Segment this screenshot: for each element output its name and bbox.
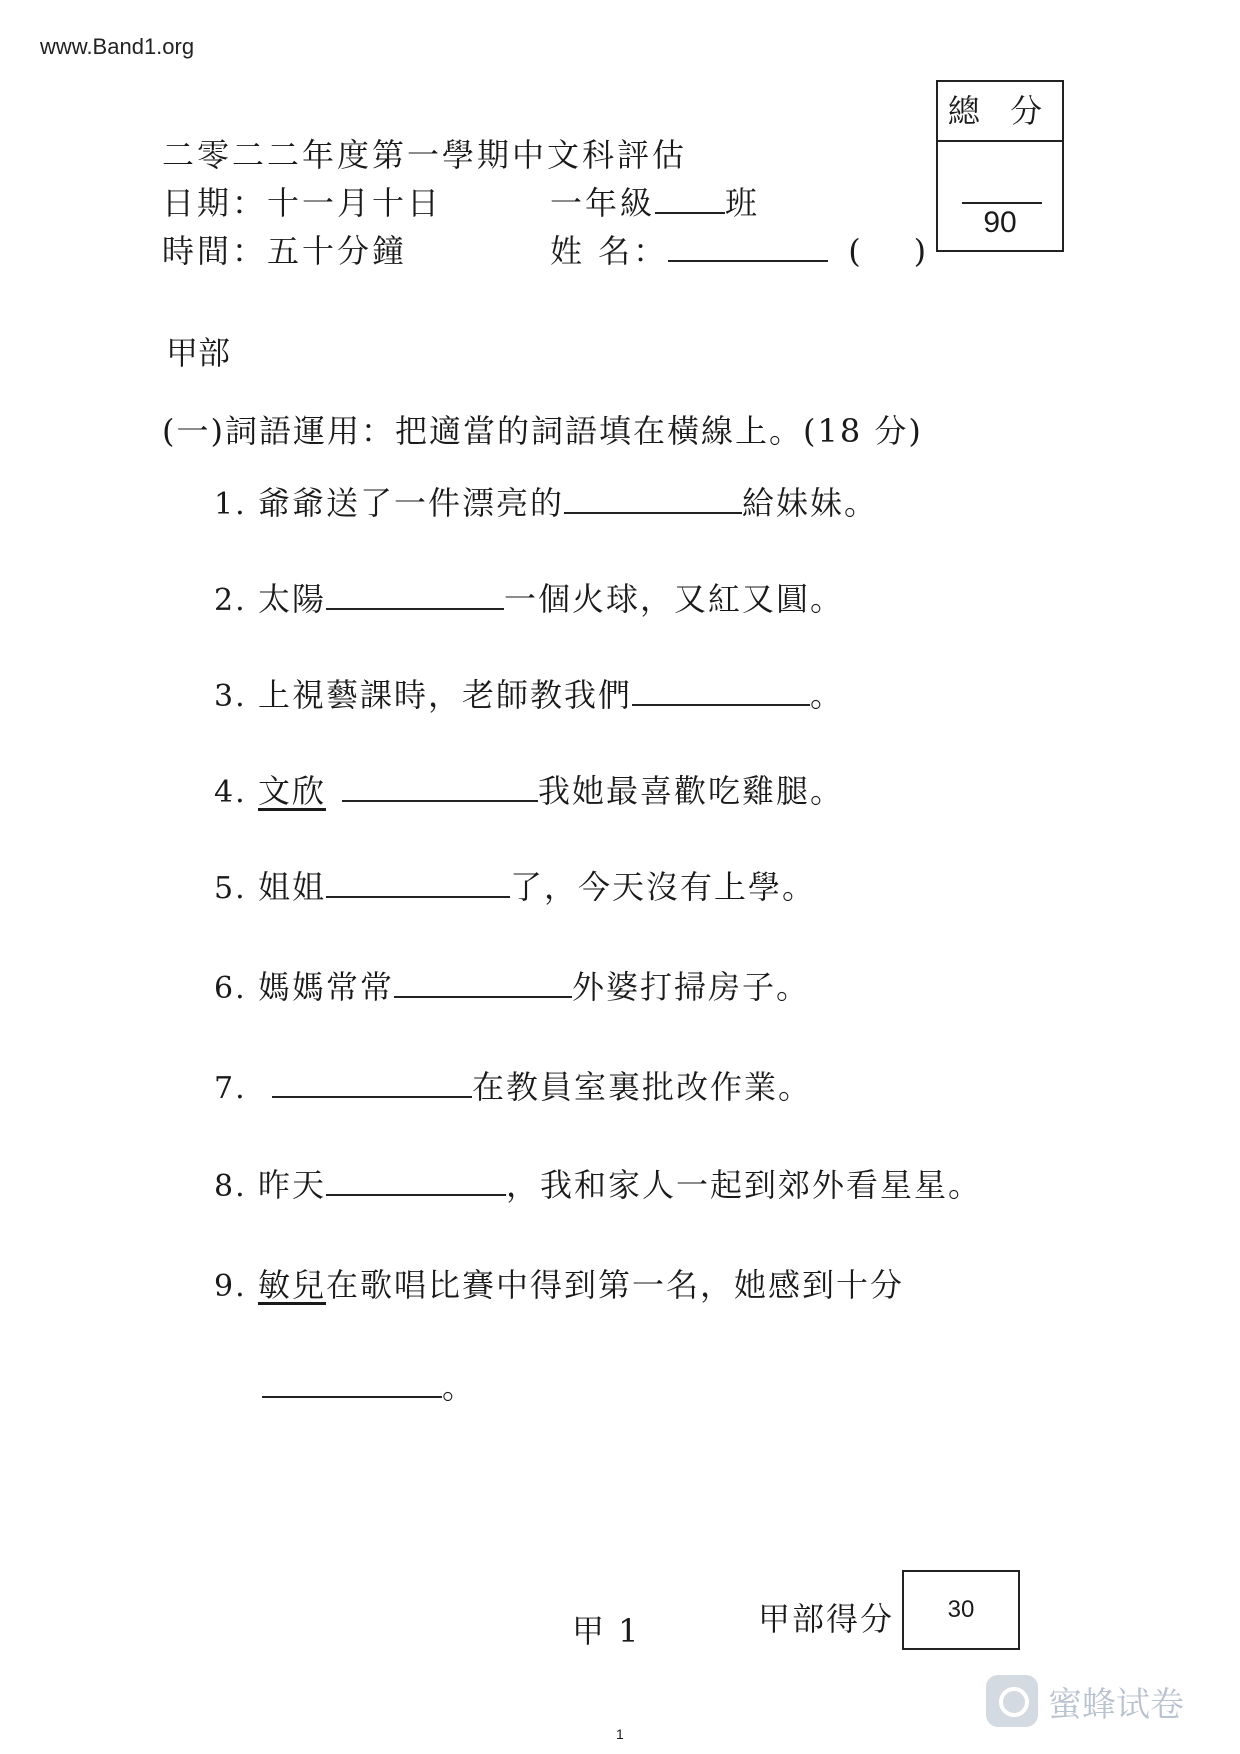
answer-blank[interactable] xyxy=(272,1096,472,1098)
total-score-divider xyxy=(962,202,1042,204)
question-text: 了，今天沒有上學。 xyxy=(510,868,817,906)
part-score-value: 30 xyxy=(947,1596,975,1623)
question-text: ，我和家人一起到郊外看星星。 xyxy=(506,1166,983,1204)
question-text: 在歌唱比賽中得到第一名，她感到十分 xyxy=(326,1266,905,1304)
question-9-answer-line xyxy=(262,1362,476,1408)
page-label: 甲 1 xyxy=(572,1612,641,1650)
question-2 xyxy=(214,574,844,620)
answer-blank[interactable] xyxy=(326,896,510,898)
part-heading: 甲部 xyxy=(166,334,231,372)
question-number: 3. xyxy=(214,679,247,714)
question-text: 姐姐 xyxy=(258,868,327,906)
answer-blank[interactable] xyxy=(632,704,810,706)
answer-blank[interactable] xyxy=(394,996,572,998)
question-number: 2. xyxy=(214,583,247,618)
question-number: 9. xyxy=(214,1269,247,1304)
total-score-box xyxy=(936,80,1064,252)
class-number-open: ( xyxy=(848,232,864,270)
question-4 xyxy=(214,766,844,812)
name-blank[interactable] xyxy=(668,260,828,262)
answer-blank[interactable] xyxy=(564,512,742,514)
question-8 xyxy=(214,1160,982,1206)
answer-blank[interactable] xyxy=(326,1194,506,1196)
answer-blank[interactable] xyxy=(342,800,538,802)
question-text: 外婆打掃房子。 xyxy=(572,968,811,1006)
section-instruction: (一)詞語運用：把適當的詞語填在橫線上。(18 分) xyxy=(162,412,923,450)
total-score-label: 總 分 xyxy=(938,82,1062,142)
class-number-close: ) xyxy=(913,232,930,270)
question-7 xyxy=(214,1062,812,1108)
site-url: www.Band1.org xyxy=(40,34,195,59)
date-label: 日期：十一月十日 xyxy=(162,184,443,222)
part-score-box xyxy=(902,1570,1020,1650)
question-text: 。 xyxy=(810,676,845,714)
page-number: 1 xyxy=(616,1726,624,1742)
question-9 xyxy=(214,1260,904,1306)
watermark xyxy=(986,1675,1184,1727)
question-text: 給妹妹。 xyxy=(742,484,879,522)
question-5 xyxy=(214,862,816,908)
question-number: 5. xyxy=(214,871,247,906)
class-suffix: 班 xyxy=(725,184,761,222)
question-3 xyxy=(214,670,844,716)
total-score-value: 90 xyxy=(983,206,1017,239)
question-text: 上視藝課時，老師教我們 xyxy=(258,676,633,714)
question-number: 8. xyxy=(214,1169,247,1204)
part-score-label: 甲部得分 xyxy=(758,1600,895,1638)
question-number: 4. xyxy=(214,775,247,810)
q-logo-icon xyxy=(986,1675,1038,1727)
question-text: 昨天 xyxy=(258,1166,327,1204)
grade-class-line xyxy=(550,178,760,224)
question-text: 。 xyxy=(442,1368,477,1406)
question-number: 1. xyxy=(214,487,247,522)
watermark-text: 蜜蜂试卷 xyxy=(1048,1684,1184,1725)
proper-name: 敏兒 xyxy=(258,1266,327,1304)
proper-name: 文欣 xyxy=(258,772,327,810)
exam-title: 二零二二年度第一學期中文科評估 xyxy=(162,136,688,174)
time-label: 時間：五十分鐘 xyxy=(162,232,408,270)
question-text: 媽媽常常 xyxy=(258,968,395,1006)
question-text: 太陽 xyxy=(258,580,327,618)
question-text: 一個火球，又紅又圓。 xyxy=(504,580,845,618)
name-label: 姓 名： xyxy=(550,232,669,270)
question-text: 爺爺送了一件漂亮的 xyxy=(258,484,565,522)
question-1 xyxy=(214,478,878,524)
question-text: 在教員室裏批改作業。 xyxy=(472,1068,813,1106)
answer-blank[interactable] xyxy=(326,608,504,610)
name-line xyxy=(550,226,929,272)
question-number: 7. xyxy=(214,1071,247,1106)
grade-label: 一年級 xyxy=(550,184,656,222)
question-6 xyxy=(214,962,810,1008)
class-blank[interactable] xyxy=(655,212,725,214)
question-number: 6. xyxy=(214,971,247,1006)
answer-blank[interactable] xyxy=(262,1396,442,1398)
question-text: 我她最喜歡吃雞腿。 xyxy=(538,772,845,810)
